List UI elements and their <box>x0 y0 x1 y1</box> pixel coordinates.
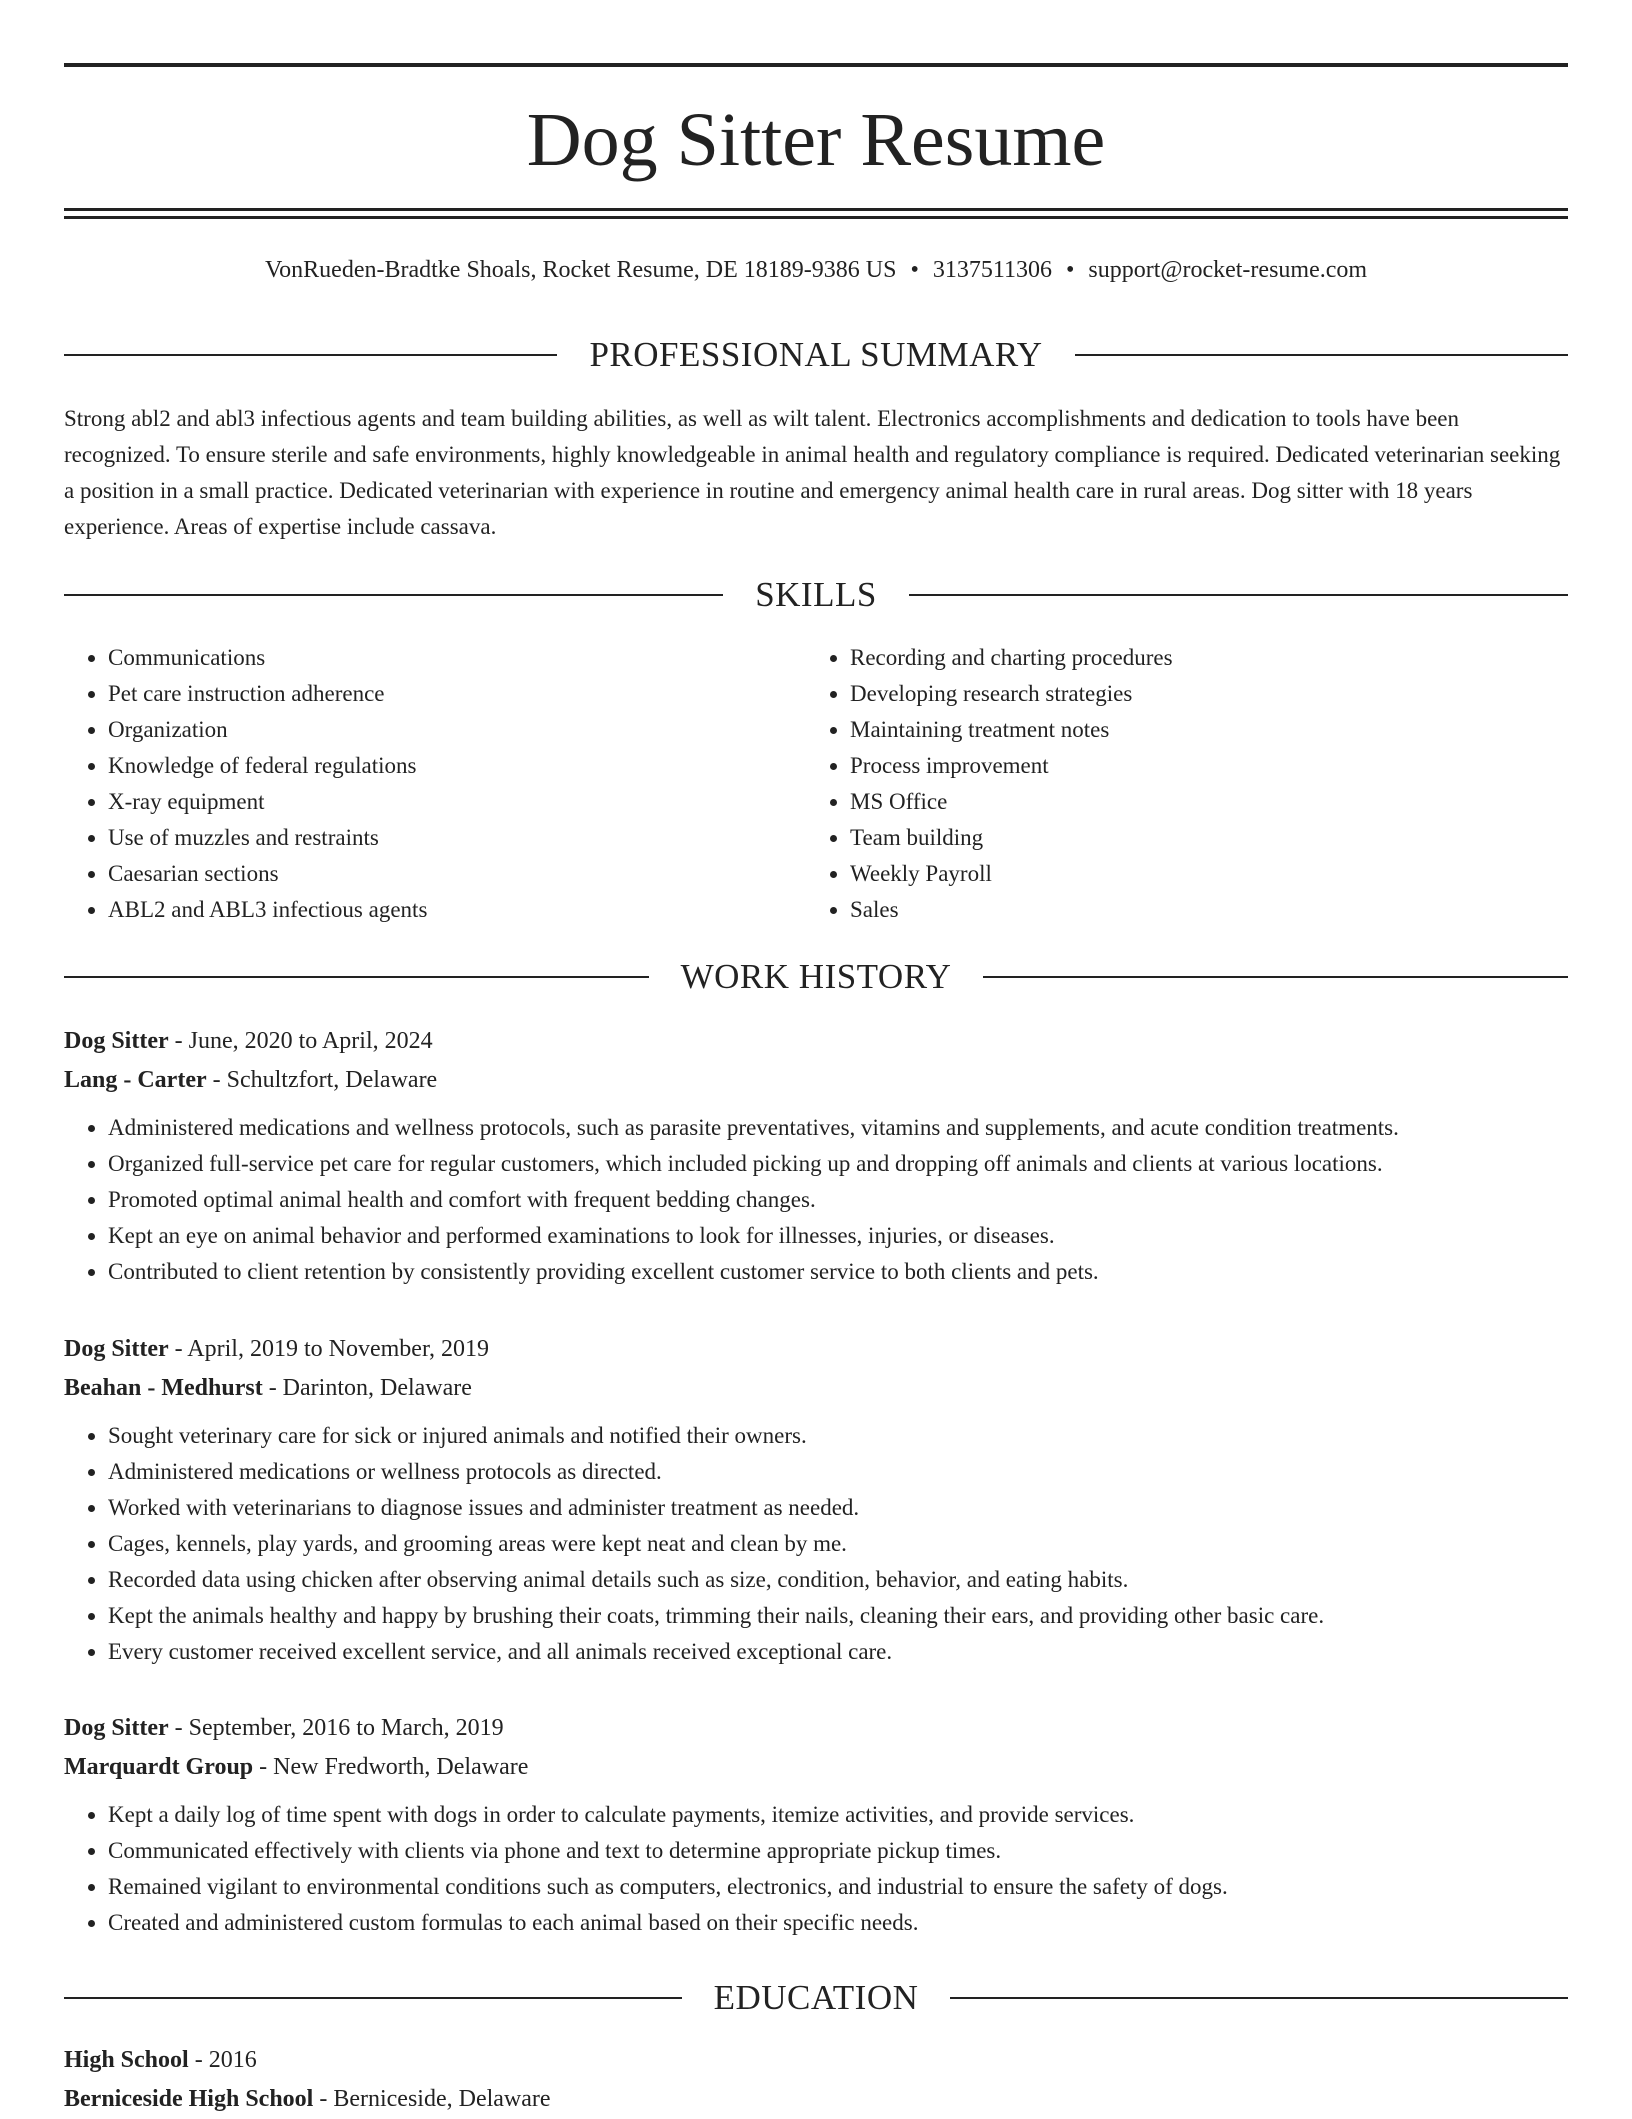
skill-item: • Team building <box>850 820 1610 856</box>
job-location: - New Fredworth, Delaware <box>253 1754 529 1780</box>
contact-separator: • <box>1065 257 1075 283</box>
professional-summary: Strong abl2 and abl3 infectious agents and team building abilities, as well as wilt talent. Electronics accomplishments and dedication to tools have been recognized. To ensure sterile and safe environments, highly knowledgeable in animal health and regulatory compliance is required. Dedicated veterinarian seeking a position in a small practice. Dedicated veterinarian with experience in routine and emergency animal health care in rural areas. Dog sitter with 18 years experience. Areas of expertise include cassava. <box>64 406 1561 539</box>
education-degree: High School <box>64 2047 189 2073</box>
education-location: - Berniceside, Delaware <box>313 2086 551 2112</box>
skill-item: • Recording and charting procedures <box>850 640 1610 676</box>
education-school-line <box>64 2080 1568 2119</box>
contact-email: support@rocket-resume.com <box>1088 257 1368 283</box>
skill-item: • Weekly Payroll <box>850 856 1610 892</box>
job-dates: - April, 2019 to November, 2019 <box>168 1336 489 1362</box>
job-bullet: • Created and administered custom formulas to each animal based on their specific needs. <box>108 1905 1568 1941</box>
top-rule <box>64 63 1568 67</box>
job-bullet: • Every customer received excellent service, and all animals received exceptional care. <box>108 1634 1568 1670</box>
page-title: Dog Sitter Resume <box>526 98 1106 182</box>
skill-item: • Developing research strategies <box>850 676 1610 712</box>
heading-rule-left <box>64 594 723 596</box>
job-bullets <box>64 1418 1568 1670</box>
job-location: - Darinton, Delaware <box>262 1375 472 1401</box>
job-bullets <box>64 1797 1568 1941</box>
skills-heading-label: SKILLS <box>755 575 877 614</box>
skill-item: • Use of muzzles and restraints <box>108 820 808 856</box>
job-dates: - September, 2016 to March, 2019 <box>168 1715 504 1741</box>
job-company-line <box>64 1061 1568 1100</box>
skill-item: • Knowledge of federal regulations <box>108 748 808 784</box>
contact-phone: 3137511306 <box>932 257 1052 283</box>
job-bullet: • Communicated effectively with clients via phone and text to determine appropriate pickup times. <box>108 1833 1568 1869</box>
skill-item: • Maintaining treatment notes <box>850 712 1610 748</box>
heading-rule-left <box>64 976 649 978</box>
job-bullet: • Contributed to client retention by consistently providing excellent customer service to both clients and pets. <box>108 1254 1568 1290</box>
education-heading-label: EDUCATION <box>713 1978 919 2017</box>
job-dates: - June, 2020 to April, 2024 <box>168 1028 433 1054</box>
heading-rule-right <box>983 976 1568 978</box>
skills-list-right <box>806 640 1610 928</box>
job-bullet: • Administered medications and wellness protocols, such as parasite preventatives, vitamins and supplements, and acute condition treatments. <box>108 1110 1568 1146</box>
heading-rule-right <box>1075 354 1568 356</box>
skill-item: • Communications <box>108 640 808 676</box>
job-entry <box>64 1709 1568 1941</box>
title-rule-lower <box>64 216 1568 219</box>
job-company-line <box>64 1748 1568 1787</box>
job-entry <box>64 1330 1568 1670</box>
skill-item: • Process improvement <box>850 748 1610 784</box>
job-bullets <box>64 1110 1568 1290</box>
job-title: Dog Sitter <box>64 1715 169 1741</box>
job-bullet: • Recorded data using chicken after observing animal details such as size, condition, behavior, and eating habits. <box>108 1562 1568 1598</box>
title-rule-upper <box>64 208 1568 211</box>
education-section-heading <box>64 1978 1568 2018</box>
heading-rule-left <box>64 354 557 356</box>
job-title: Dog Sitter <box>64 1336 169 1362</box>
skill-item: • Organization <box>108 712 808 748</box>
education-school: Berniceside High School <box>64 2086 314 2112</box>
job-bullet: • Organized full-service pet care for regular customers, which included picking up and dropping off animals and clients at various locations. <box>108 1146 1568 1182</box>
job-title-line <box>64 1709 1568 1748</box>
skills-section-heading <box>64 575 1568 615</box>
job-title-line <box>64 1330 1568 1369</box>
education-degree-line <box>64 2041 1568 2080</box>
contact-separator: • <box>910 257 919 283</box>
skills-list-left <box>64 640 808 928</box>
skill-item: • Caesarian sections <box>108 856 808 892</box>
job-bullet: • Administered medications or wellness protocols as directed. <box>108 1454 1568 1490</box>
work-history-heading-label: WORK HISTORY <box>680 957 952 996</box>
job-title-line <box>64 1022 1568 1061</box>
job-company: Lang - Carter <box>64 1067 207 1093</box>
education-entry <box>64 2041 1568 2119</box>
job-location: - Schultzfort, Delaware <box>206 1067 438 1093</box>
job-title: Dog Sitter <box>64 1028 169 1054</box>
job-company: Beahan - Medhurst <box>64 1375 263 1401</box>
work-history-section-heading <box>64 957 1568 997</box>
contact-address: VonRueden-Bradtke Shoals, Rocket Resume, DE 18189-9386 US <box>264 257 897 283</box>
education-year: - 2016 <box>188 2047 257 2073</box>
skill-item: • Sales <box>850 892 1610 928</box>
job-bullet: • Sought veterinary care for sick or injured animals and notified their owners. <box>108 1418 1568 1454</box>
job-entry <box>64 1022 1568 1290</box>
job-bullet: • Kept an eye on animal behavior and performed examinations to look for illnesses, injuries, or diseases. <box>108 1218 1568 1254</box>
summary-heading-label: PROFESSIONAL SUMMARY <box>589 335 1043 374</box>
summary-section-heading <box>64 335 1568 375</box>
job-bullet: • Remained vigilant to environmental conditions such as computers, electronics, and industrial to ensure the safety of dogs. <box>108 1869 1568 1905</box>
job-company: Marquardt Group <box>64 1754 254 1780</box>
heading-rule-right <box>909 594 1568 596</box>
heading-rule-right <box>950 1997 1568 1999</box>
heading-rule-left <box>64 1997 682 1999</box>
contact-line <box>64 254 1568 286</box>
skill-item: • ABL2 and ABL3 infectious agents <box>108 892 808 928</box>
job-bullet: • Promoted optimal animal health and comfort with frequent bedding changes. <box>108 1182 1568 1218</box>
skill-item: • X-ray equipment <box>108 784 808 820</box>
job-bullet: • Kept a daily log of time spent with dogs in order to calculate payments, itemize activities, and provide services. <box>108 1797 1568 1833</box>
job-bullet: • Kept the animals healthy and happy by brushing their coats, trimming their nails, cleaning their ears, and providing other basic care. <box>108 1598 1568 1634</box>
skill-item: • MS Office <box>850 784 1610 820</box>
job-company-line <box>64 1369 1568 1408</box>
job-bullet: • Cages, kennels, play yards, and grooming areas were kept neat and clean by me. <box>108 1526 1568 1562</box>
skill-item: • Pet care instruction adherence <box>108 676 808 712</box>
job-bullet: • Worked with veterinarians to diagnose issues and administer treatment as needed. <box>108 1490 1568 1526</box>
